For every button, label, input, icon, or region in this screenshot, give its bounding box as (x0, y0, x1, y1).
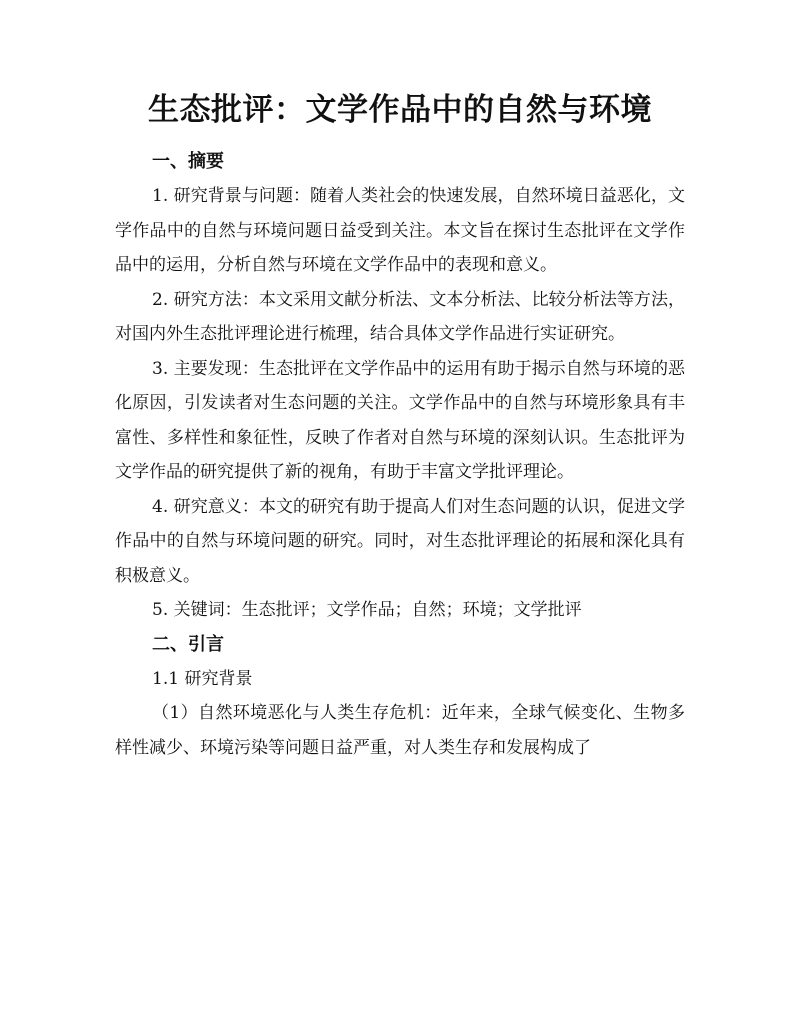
section-heading-abstract: 一、摘要 (152, 151, 224, 172)
abstract-paragraph-1: 1. 研究背景与问题：随着人类社会的快速发展，自然环境日益恶化，文学作品中的自然与环境问题日益受到关注。本文旨在探讨生态批评在文学作品中的运用，分析自然与环境在文学作品中的表现和意义。 (115, 186, 685, 275)
abstract-paragraph-2: 2. 研究方法：本文采用文献分析法、文本分析法、比较分析法等方法，对国内外生态批评理论进行梳理，结合具体文学作品进行实证研究。 (115, 289, 685, 344)
abstract-paragraph-3: 3. 主要发现：生态批评在文学作品中的运用有助于揭示自然与环境的恶化原因，引发读者对生态问题的关注。文学作品中的自然与环境形象具有丰富性、多样性和象征性，反映了作者对自然与环境的深刻认识。生态批评为文学作品的研究提供了新的视角，有助于丰富文学批评理论。 (115, 358, 685, 482)
abstract-paragraph-4: 4. 研究意义：本文的研究有助于提高人们对生态问题的认识，促进文学作品中的自然与环境问题的研究。同时，对生态批评理论的拓展和深化具有积极意义。 (115, 496, 685, 586)
document-body (115, 145, 685, 765)
section-heading-introduction: 二、引言 (152, 633, 224, 655)
introduction-paragraph-1: （1）自然环境恶化与人类生存危机：近年来，全球气候变化、生物多样性减少、环境污染等问题日益严重，对人类生存和发展构成了 (115, 703, 685, 758)
document-title: 生态批评：文学作品中的自然与环境 (148, 92, 652, 128)
abstract-keywords: 5. 关键词：生态批评；文学作品；自然；环境；文学批评 (152, 600, 582, 620)
subsection-heading-background: 1.1 研究背景 (152, 668, 253, 689)
